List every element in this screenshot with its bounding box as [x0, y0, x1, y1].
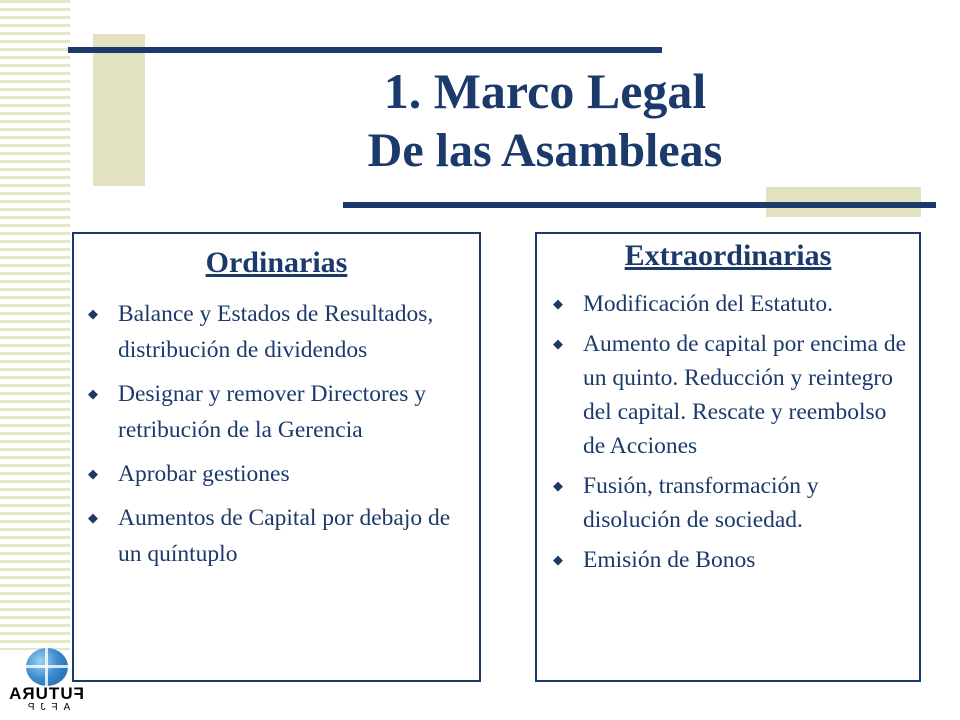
list-item: [74, 376, 479, 448]
list-item-text: Fusión, transformación y disolución de sociedad.: [583, 473, 819, 533]
extraordinarias-heading: Extraordinarias: [624, 239, 832, 272]
list-item-text: Modificación del Estatuto.: [583, 291, 833, 317]
slide-title: 1. Marco Legal: [383, 63, 707, 119]
logo-subtext: AFJP: [21, 702, 71, 713]
list-item: [74, 500, 479, 572]
diamond-bullet-icon: ◆: [88, 386, 98, 401]
extraordinarias-box: [535, 232, 921, 682]
list-item-text: Emisión de Bonos: [583, 547, 756, 573]
diamond-bullet-icon: ◆: [88, 466, 98, 481]
list-item-text: Balance y Estados de Resultados, distribución de dividendos: [118, 301, 434, 363]
logo-wordmark: FUTURA: [8, 684, 84, 703]
diamond-bullet-icon: ◆: [553, 336, 563, 351]
slide-subtitle: De las Asambleas: [367, 124, 723, 177]
ordinarias-box: [72, 232, 481, 682]
ordinarias-heading: Ordinarias: [205, 246, 348, 279]
globe-icon: [26, 648, 68, 686]
futura-logo: [6, 648, 86, 714]
list-item: [74, 296, 479, 368]
ordinarias-list: [74, 296, 479, 572]
list-item-text: Aprobar gestiones: [118, 461, 290, 487]
diamond-bullet-icon: ◆: [88, 510, 98, 525]
diamond-bullet-icon: ◆: [553, 296, 563, 311]
diamond-bullet-icon: ◆: [553, 552, 563, 567]
list-item: [537, 327, 919, 463]
list-item: [537, 469, 919, 537]
list-item-text: Designar y remover Directores y retribución de la Gerencia: [118, 381, 426, 443]
diamond-bullet-icon: ◆: [88, 306, 98, 321]
extraordinarias-list: [537, 287, 919, 577]
decorative-top-rule: [68, 47, 662, 53]
list-item-text: Aumento de capital por encima de un quinto. Reducción y reintegro del capital. Rescate y reembolso de Acciones: [583, 331, 906, 459]
decorative-bottom-rule: [343, 202, 936, 208]
list-item-text: Aumentos de Capital por debajo de un quíntuplo: [118, 505, 451, 567]
list-item: [537, 287, 919, 321]
list-item: [537, 543, 919, 577]
list-item: [74, 456, 479, 492]
diamond-bullet-icon: ◆: [553, 478, 563, 493]
